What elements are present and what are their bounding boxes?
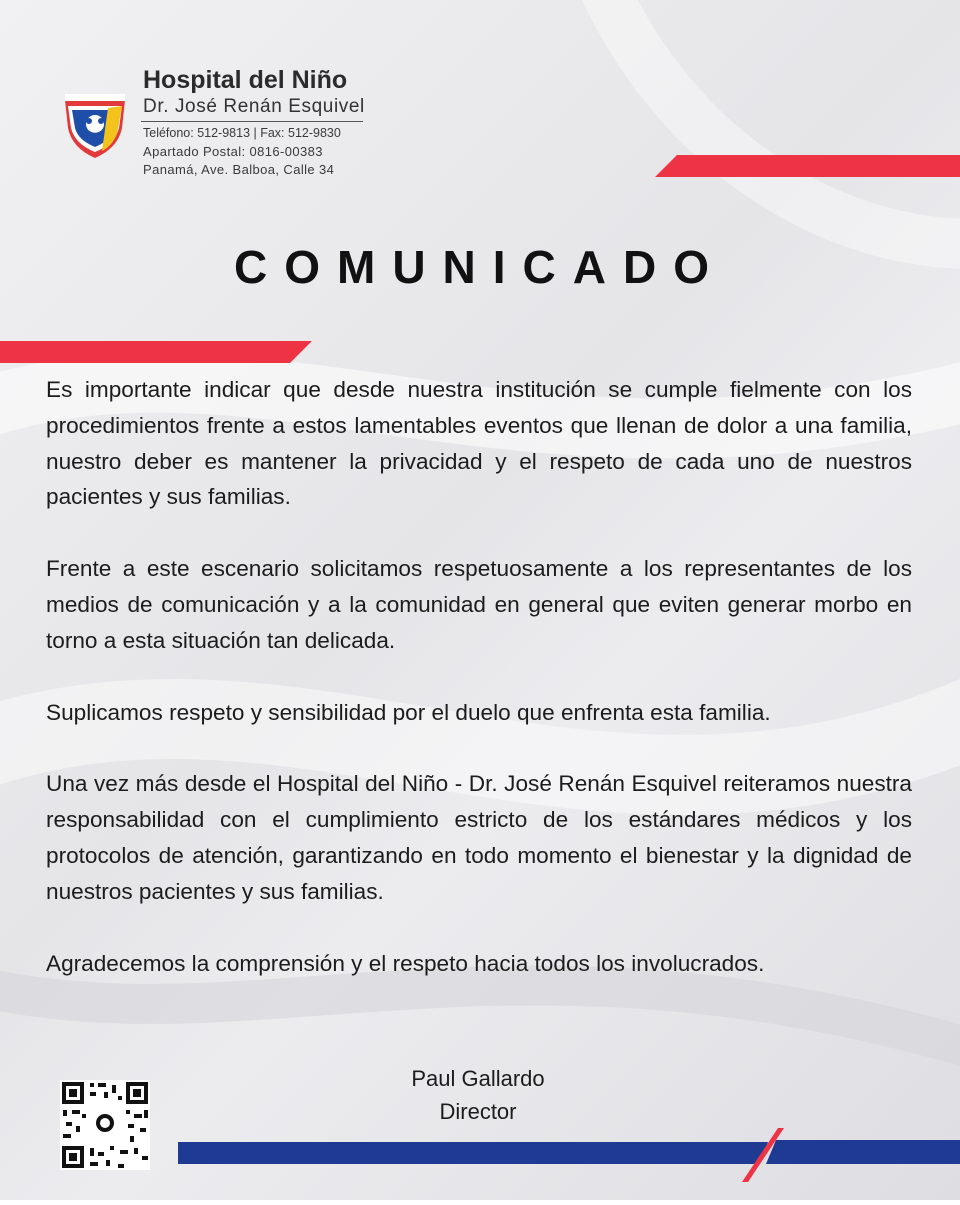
header-divider	[141, 121, 363, 122]
accent-bar-left	[0, 341, 312, 363]
paragraph: Frente a este escenario solicitamos respetuosamente a los representantes de los medios de comunicación y a la comunidad en general que eviten generar morbo en torno a esta situación tan delicada.	[46, 556, 912, 653]
paragraph: Es importante indicar que desde nuestra institución se cumple fielmente con los procedimientos frente a estos lamentables eventos que llenan de dolor a una familia, nuestro deber es mantener la privacidad y el respeto de cada uno de nuestros pacientes y sus familias.	[46, 377, 912, 510]
page-title: COMUNICADO	[234, 241, 726, 293]
org-name: Hospital del Niño	[143, 66, 348, 94]
hospital-shield-logo-icon	[62, 94, 128, 160]
statement-body	[46, 372, 912, 1017]
signature-name: Paul Gallardo	[411, 1066, 545, 1091]
paragraph: Una vez más desde el Hospital del Niño - Dr. José Renán Esquivel reiteramos nuestra responsabilidad con el cumplimiento estricto de los estándares médicos y los protocolos de atención, garantizando en todo momento el bienestar y la dignidad de nuestros pacientes y sus familias.	[46, 771, 912, 904]
paragraph: Agradecemos la comprensión y el respeto hacia todos los involucrados.	[46, 950, 765, 976]
paragraph: Suplicamos respeto y sensibilidad por el duelo que enfrenta esta familia.	[46, 699, 771, 725]
address: Panamá, Ave. Balboa, Calle 34	[143, 162, 335, 177]
footer-stripes	[0, 1120, 960, 1200]
org-subtitle: Dr. José Renán Esquivel	[143, 96, 365, 117]
po-box: Apartado Postal: 0816-00383	[143, 144, 323, 159]
signature-role: Director	[439, 1099, 517, 1124]
phone-fax: Teléfono: 512-9813 | Fax: 512-9830	[143, 126, 341, 140]
accent-bar-top-right	[655, 155, 960, 177]
